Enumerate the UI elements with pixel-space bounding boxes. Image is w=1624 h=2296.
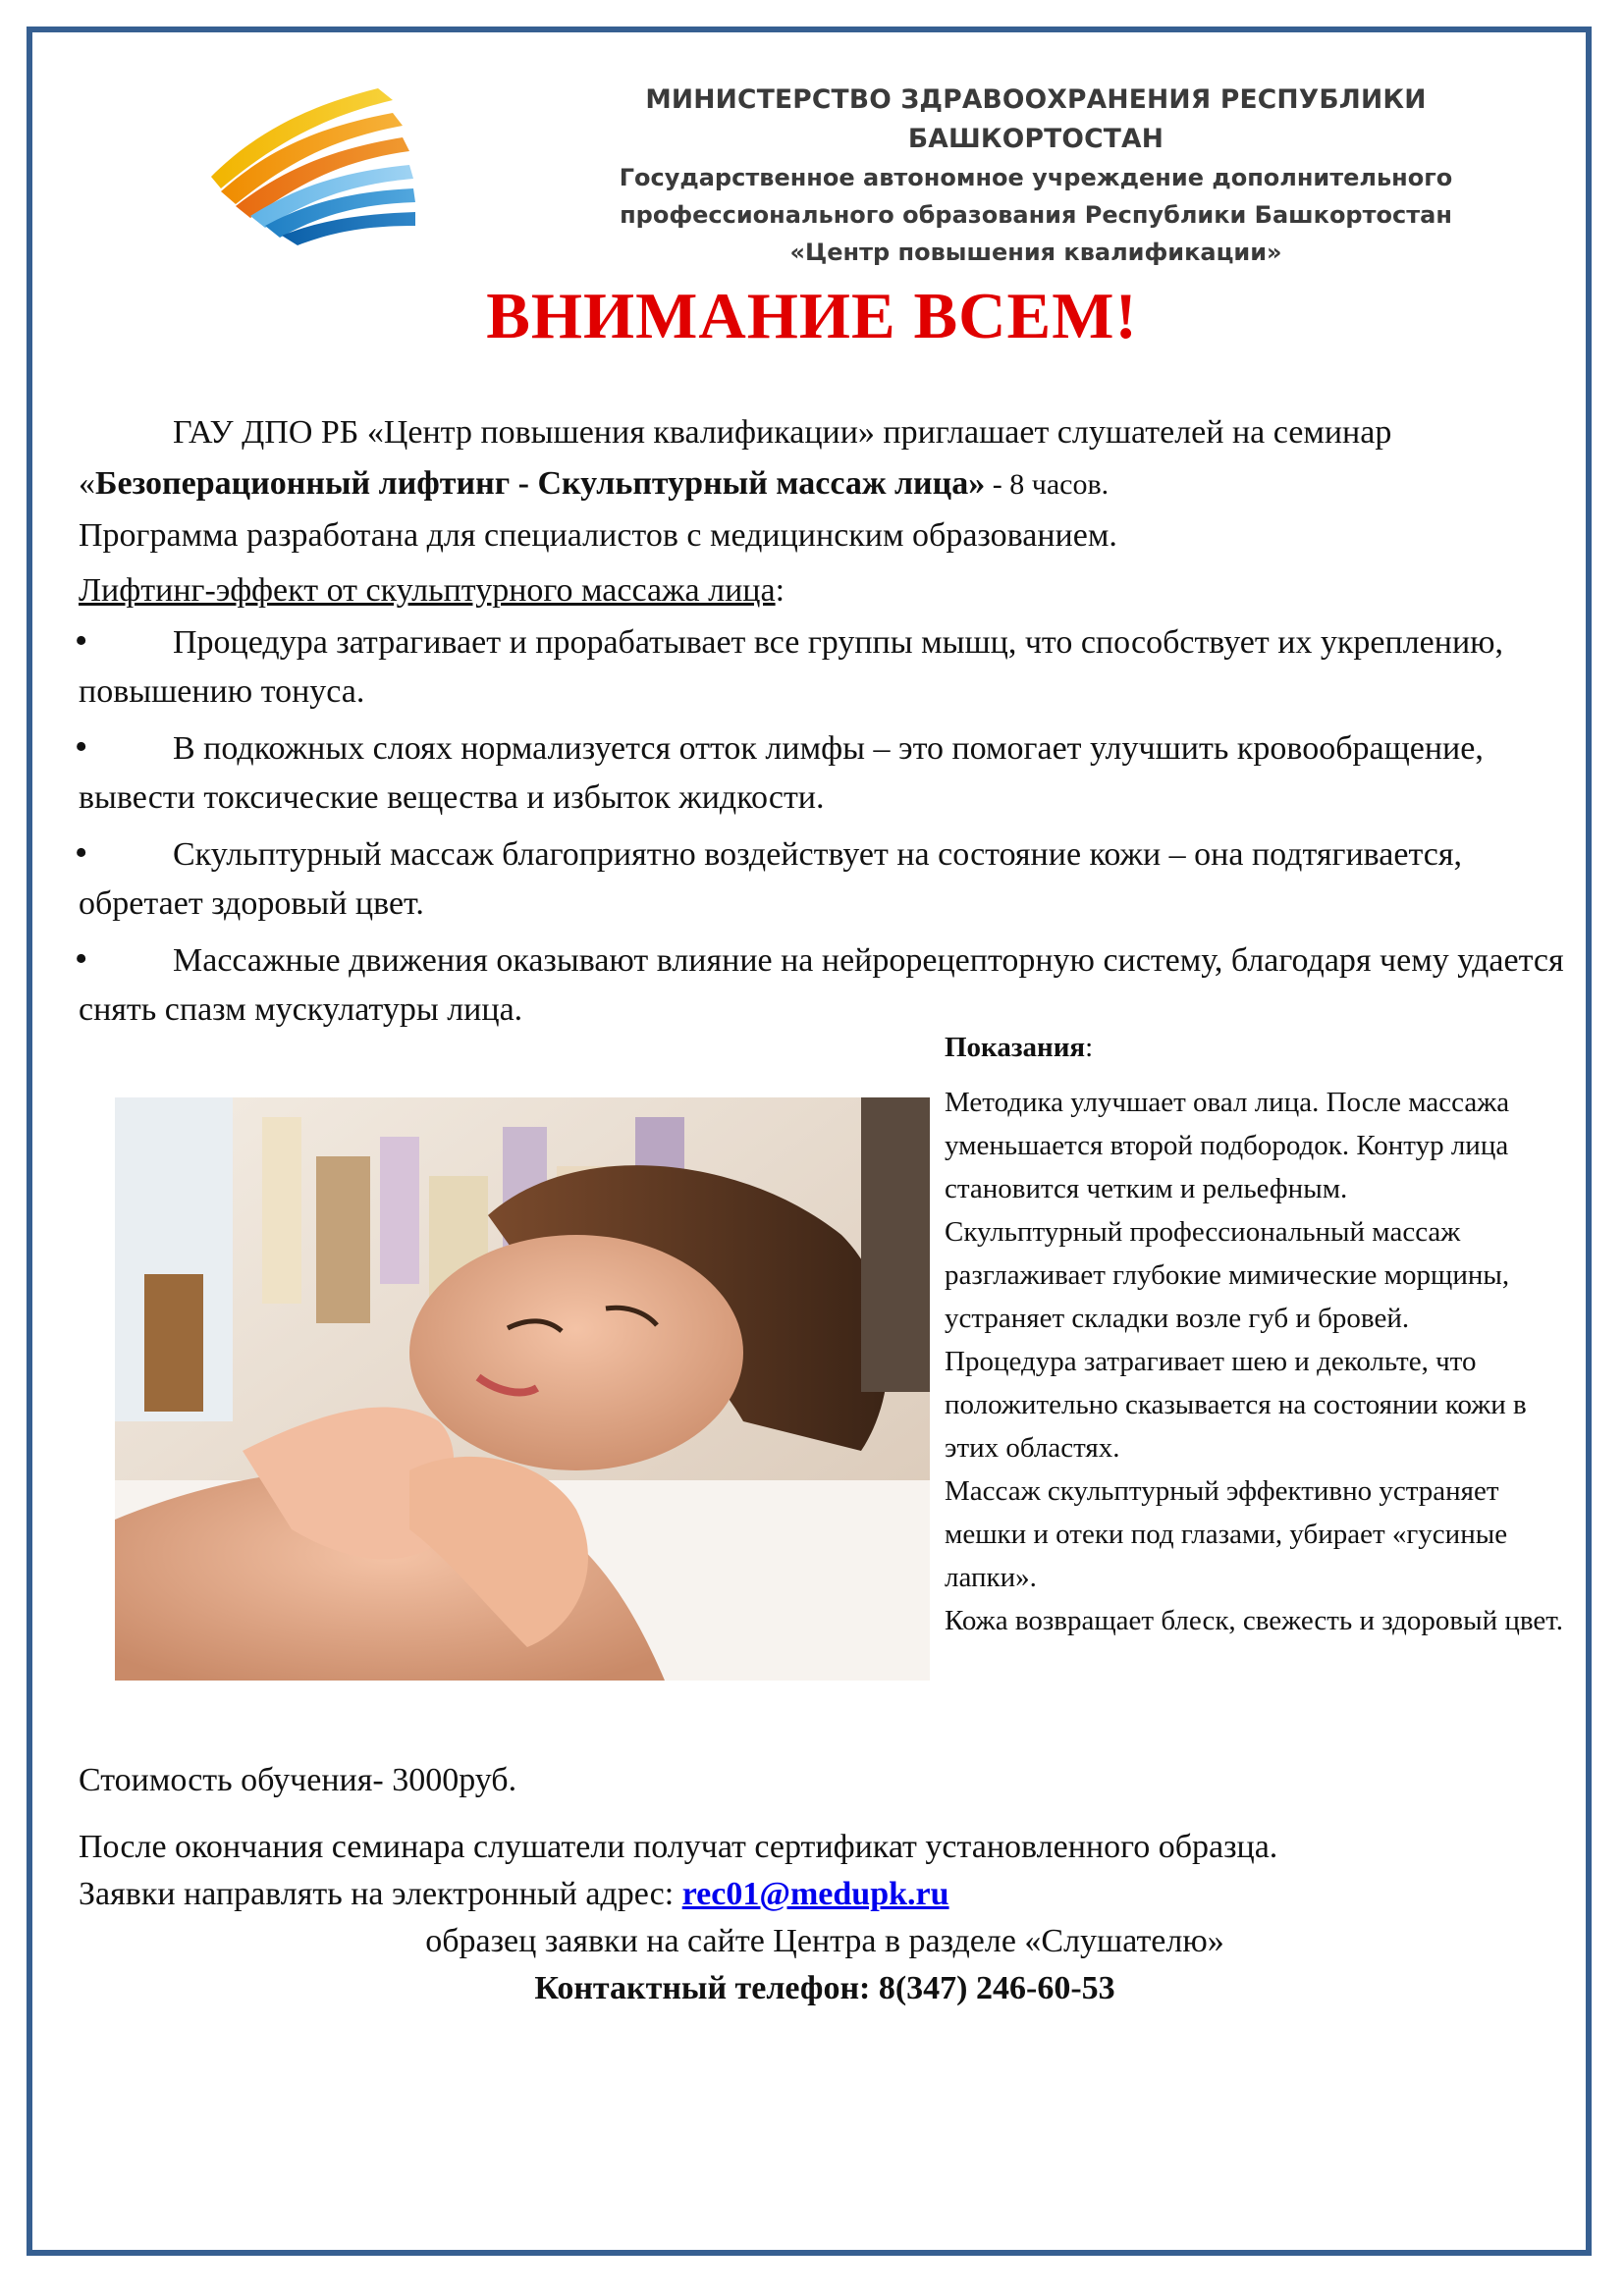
bullet-icon <box>79 828 173 880</box>
massage-photo <box>115 1097 930 1681</box>
indication-paragraph: Массаж скульптурный эффективно устраняет мешки и отеки под глазами, убирает «гусиные лапки». <box>945 1475 1508 1593</box>
intro-text: ГАУ ДПО РБ «Центр повышения квалификации» приглашает слушателей на семинар « <box>79 414 1392 502</box>
effect-item-text: Скульптурный массаж благоприятно воздействует на состояние кожи – она подтягивается, обретает здоровый цвет. <box>79 836 1462 922</box>
indications-heading-line <box>945 1026 1573 1069</box>
effect-item <box>79 616 1571 717</box>
seminar-duration: - 8 часов. <box>985 468 1110 501</box>
indication-paragraph: Скульптурный профессиональный массаж разглаживает глубокие мимические морщины, устраняет складки возле губ и бровей. <box>945 1216 1510 1334</box>
seminar-name: Безоперационный лифтинг - Скульптурный массаж лица» <box>95 465 986 502</box>
institution-line-3: «Центр повышения квалификации» <box>789 239 1282 266</box>
organization-header <box>530 80 1542 271</box>
certificate-note: После окончания семинара слушатели получат сертификат установленного образца. <box>79 1829 1278 1865</box>
bullet-icon <box>79 722 173 774</box>
effects-heading-colon: : <box>775 572 785 609</box>
center-logo <box>191 79 447 245</box>
indications-heading: Показания <box>945 1032 1086 1063</box>
sample-note: образец заявки на сайте Центра в разделе «Слушателю» <box>425 1923 1224 1959</box>
indication-paragraph: Процедура затрагивает шею и декольте, что положительно сказывается на состоянии кожи в этих областях. <box>945 1346 1527 1464</box>
effect-item <box>79 722 1571 823</box>
contact-phone: Контактный телефон: 8(347) 246-60-53 <box>534 1970 1115 2006</box>
email-link[interactable]: rec01@medupk.ru <box>681 1876 949 1912</box>
program-note: Программа разработана для специалистов с медицинским образованием. <box>79 517 1117 554</box>
indication-paragraph: Методика улучшает овал лица. После массажа уменьшается второй подбородок. Контур лица становится четким и рельефным. <box>945 1087 1510 1204</box>
contact-section <box>79 1757 1571 2012</box>
effect-item-text: Массажные движения оказывают влияние на нейрорецепторную систему, благодаря чему удается снять спазм мускулатуры лица. <box>79 942 1564 1028</box>
applications-text: Заявки направлять на электронный адрес: <box>79 1876 682 1912</box>
training-cost: Стоимость обучения- 3000руб. <box>79 1762 517 1798</box>
applications-line <box>79 1871 1571 1918</box>
indication-paragraph: Кожа возвращает блеск, свежесть и здоровый цвет. <box>945 1605 1563 1636</box>
effects-heading-line <box>79 565 1571 616</box>
intro-paragraph <box>79 407 1571 510</box>
effect-item-text: В подкожных слоях нормализуется отток лимфы – это помогает улучшить кровообращение, вывести токсические вещества и избыток жидкости. <box>79 730 1484 816</box>
page-title: ВНИМАНИЕ ВСЕМ! <box>486 280 1138 352</box>
indications-section <box>945 1026 1573 1642</box>
institution-line-1: Государственное автономное учреждение дополнительного <box>619 164 1453 191</box>
institution-line-2: профессионального образования Республики Башкортостан <box>620 201 1452 229</box>
effects-heading: Лифтинг-эффект от скульптурного массажа лица <box>79 572 776 609</box>
indications-heading-colon: : <box>1085 1032 1094 1063</box>
bullet-icon <box>79 934 173 986</box>
effect-item-text: Процедура затрагивает и прорабатывает все группы мышц, что способствует их укреплению, повышению тонуса. <box>79 624 1504 710</box>
ministry-name: МИНИСТЕРСТВО ЗДРАВООХРАНЕНИЯ РЕСПУБЛИКИ БАШКОРТОСТАН <box>645 84 1427 154</box>
bullet-icon <box>79 616 173 667</box>
effect-item <box>79 828 1571 929</box>
announcement-body <box>79 407 1571 1035</box>
effect-item <box>79 934 1571 1035</box>
